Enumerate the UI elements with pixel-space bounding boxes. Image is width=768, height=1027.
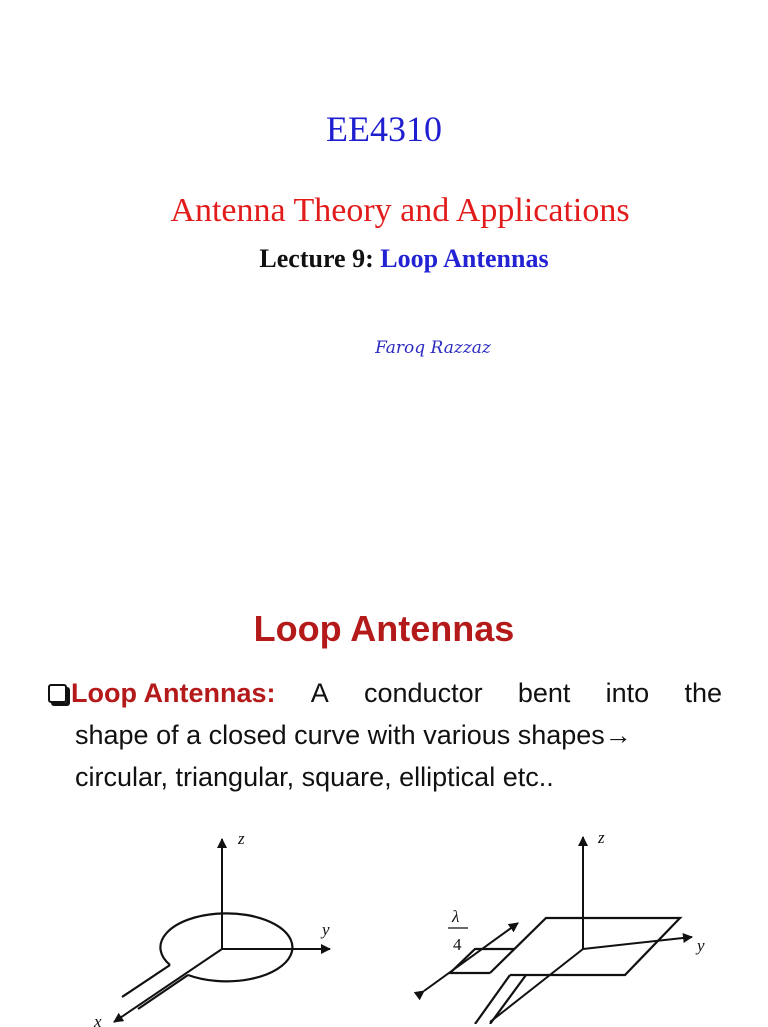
course-title: Antenna Theory and Applications — [170, 192, 630, 229]
lambda-denominator: 4 — [453, 935, 462, 954]
checkbox-bullet-icon — [48, 684, 67, 703]
lecture-topic: Loop Antennas — [380, 244, 549, 273]
square-loop-outline — [490, 918, 680, 975]
bullet-line-2-text: shape of a closed curve with various shapes — [75, 720, 605, 750]
bullet-word: A — [310, 678, 329, 708]
lecture-line — [0, 244, 768, 274]
bullet-lead — [48, 672, 275, 714]
bullet-word: bent — [517, 678, 571, 708]
z-axis-label: z — [598, 828, 605, 847]
bullet-label: Loop Antennas: — [71, 678, 276, 708]
bullet-line-2 — [48, 714, 722, 756]
bullet-word: into — [605, 678, 650, 708]
circular-loop-figure — [80, 827, 370, 1027]
lambda-numerator: λ — [452, 907, 460, 926]
title-slide — [0, 0, 768, 512]
lecture-label: Lecture 9: — [259, 244, 374, 273]
bullet-paragraph — [48, 672, 722, 798]
x-axis-label: x — [94, 1012, 102, 1027]
feed-line-2 — [490, 975, 526, 1024]
bullet-line-3: circular, triangular, square, elliptical etc.. — [75, 762, 554, 792]
course-code: EE4310 — [326, 109, 442, 149]
content-slide — [0, 512, 768, 1027]
lambda-dimension-arrow — [424, 923, 518, 991]
bullet-line-1 — [48, 672, 722, 714]
z-axis-label: z — [238, 829, 245, 848]
bullet-word: conductor — [364, 678, 483, 708]
feed-line-1 — [475, 975, 510, 1024]
y-axis — [583, 937, 692, 949]
circular-loop — [160, 913, 292, 981]
slide-heading: Loop Antennas — [253, 608, 515, 649]
y-axis-label: y — [697, 936, 705, 955]
x-axis — [114, 949, 222, 1022]
right-arrow-icon: → — [604, 720, 632, 750]
folded-square-loop-figure — [410, 827, 720, 1024]
y-axis-label: y — [322, 920, 330, 939]
bullet-word: the — [684, 678, 722, 708]
author-name: Faroq Razzaz — [375, 338, 491, 358]
